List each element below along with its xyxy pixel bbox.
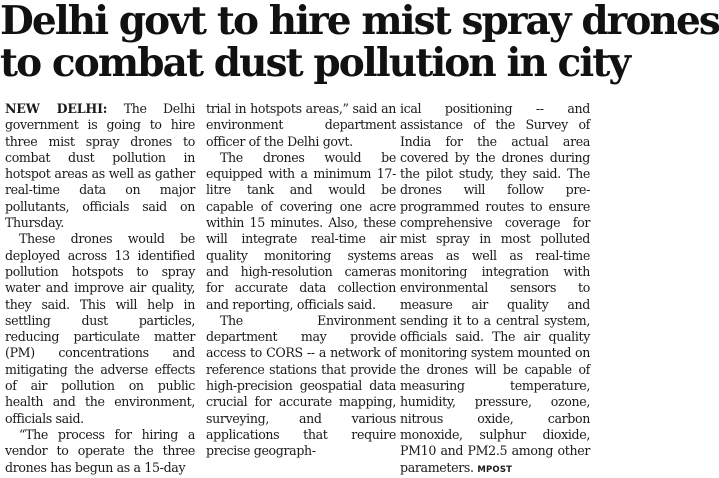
- agency-credit: MPOST: [477, 464, 513, 475]
- article-column-1: [5, 101, 196, 475]
- article-paragraph: The Environment department may provide access to CORS -- a network of reference stations that provide high-precision geospatial data crucial for accurate mapping, surveying, and various applications that require precise geograph-: [206, 312, 396, 459]
- article-paragraph: trial in hotspots areas,” said an environment department officer of the Delhi govt.: [206, 101, 396, 149]
- dateline: NEW DELHI:: [5, 101, 108, 116]
- article-column-3: [400, 101, 590, 475]
- article-paragraph: [5, 101, 195, 231]
- headline: [0, 0, 719, 86]
- headline-line-1: Delhi govt to hire mist spray drones: [0, 0, 719, 44]
- article-paragraph: The drones would be equipped with a minimum 17-litre tank and would be capable of covering one acre within 15 minutes. Also, these will integrate real-time air quality monitoring systems and high-resolution cameras for accurate data collection and reporting, officials said.: [206, 149, 396, 312]
- paragraph-text: The Delhi government is going to hire three mist spray drones to combat dust pollution in hotspot areas as well as gather real-time data on major pollutants, officials said on Thursday.: [5, 101, 196, 231]
- article-paragraph: [400, 101, 590, 478]
- article-paragraph: “The process for hiring a vendor to operate the three drones has begun as a 15-day: [5, 426, 195, 475]
- article-paragraph: These drones would be deployed across 13 identified pollution hotspots to spray water and improve air quality, they said. This will help in settling dust particles, reducing particulate matter (PM) concentrations and mitigating the adverse effects of air pollution on public health and the environment, officials said.: [5, 231, 195, 426]
- article-column-2: [206, 101, 396, 459]
- headline-line-2: to combat dust pollution in city: [0, 40, 630, 86]
- paragraph-text: ical positioning -- and assistance of the Survey of India for the actual area covered by the drones during the pilot study, they said. The drones will follow pre-programmed routes to ensure comprehensive coverage for mist spray in most polluted areas as well as real-time monitoring integration with environmental sensors to measure air quality and sending it to a central system, officials said. The air quality monitoring system mounted on the drones will be capable of measuring temperature, humidity, pressure, ozone, nitrous oxide, carbon monoxide, sulphur dioxide, PM10 and PM2.5 among other parameters.: [400, 101, 590, 475]
